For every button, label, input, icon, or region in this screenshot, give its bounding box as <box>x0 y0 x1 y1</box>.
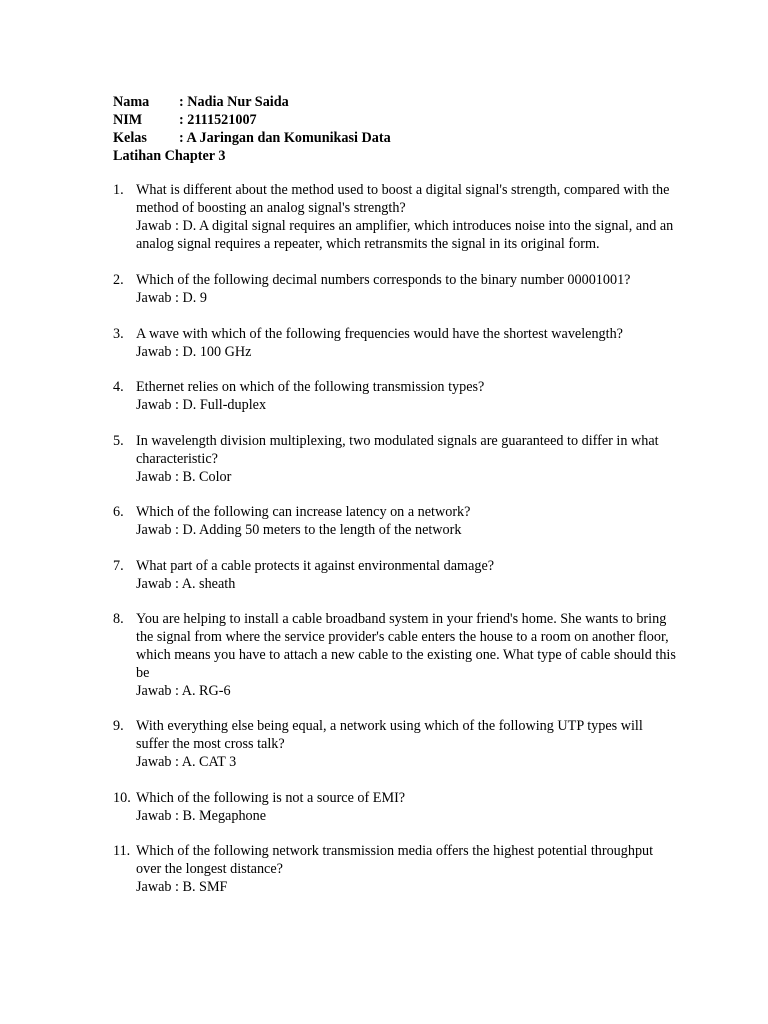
question-number: 3. <box>113 326 124 342</box>
question-number: 6. <box>113 504 124 520</box>
question-item-8 <box>113 610 676 700</box>
question-item-3 <box>113 325 673 361</box>
question-item-1 <box>113 181 673 253</box>
question-number: 4. <box>113 379 124 395</box>
answer-text: Jawab : A. CAT 3 <box>136 754 237 770</box>
nim-row <box>113 111 673 129</box>
nama-label: Nama <box>113 94 150 110</box>
question-item-9 <box>113 717 673 771</box>
question-text: Ethernet relies on which of the following transmission types? <box>136 379 485 395</box>
question-item-2 <box>113 271 673 307</box>
question-text: Which of the following can increase latency on a network? <box>136 504 471 520</box>
question-number: 9. <box>113 718 124 734</box>
question-number: 2. <box>113 272 124 288</box>
answer-text: Jawab : B. Megaphone <box>136 808 267 824</box>
answer-text: Jawab : D. Full-duplex <box>136 397 267 413</box>
question-text: With everything else being equal, a network using which of the following UTP types will suffer the most cross talk? <box>136 718 643 752</box>
question-item-4 <box>113 378 673 414</box>
question-number: 1. <box>113 182 124 198</box>
question-number: 7. <box>113 558 124 574</box>
question-number: 8. <box>113 611 124 627</box>
question-text: Which of the following network transmission media offers the highest potential throughput over the longest distance? <box>136 843 654 877</box>
question-number: 10. <box>113 790 131 806</box>
question-item-7 <box>113 557 673 593</box>
answer-text: Jawab : D. A digital signal requires an amplifier, which introduces noise into the signal, and an analog signal requires a repeater, which retransmits the signal in its original form. <box>136 218 674 252</box>
kelas-value: : A Jaringan dan Komunikasi Data <box>179 130 391 146</box>
question-text: What part of a cable protects it against environmental damage? <box>136 558 495 574</box>
question-text: A wave with which of the following frequencies would have the shortest wavelength? <box>136 326 623 342</box>
question-number: 11. <box>113 843 131 859</box>
question-item-10 <box>113 789 673 825</box>
answer-text: Jawab : A. RG-6 <box>136 683 231 699</box>
kelas-row <box>113 129 673 147</box>
question-text: What is different about the method used to boost a digital signal's strength, compared with the method of boosting an analog signal's strength? <box>136 182 670 216</box>
answer-text: Jawab : A. sheath <box>136 576 236 592</box>
question-item-11 <box>113 842 673 896</box>
answer-text: Jawab : D. 100 GHz <box>136 344 252 360</box>
question-text: In wavelength division multiplexing, two modulated signals are guaranteed to differ in what characteristic? <box>136 433 659 467</box>
kelas-label: Kelas <box>113 130 147 146</box>
answer-text: Jawab : D. 9 <box>136 290 207 306</box>
question-text: Which of the following decimal numbers corresponds to the binary number 00001001? <box>136 272 631 288</box>
question-item-6 <box>113 503 673 539</box>
answer-text: Jawab : B. SMF <box>136 879 228 895</box>
nama-row <box>113 93 673 111</box>
question-number: 5. <box>113 433 124 449</box>
answer-text: Jawab : B. Color <box>136 469 232 485</box>
student-header <box>113 93 673 165</box>
answer-text: Jawab : D. Adding 50 meters to the length of the network <box>136 522 462 538</box>
question-item-5 <box>113 432 673 486</box>
question-text: Which of the following is not a source of EMI? <box>136 790 406 806</box>
question-text: You are helping to install a cable broadband system in your friend's home. She wants to bring the signal from where the service provider's cable enters the house to a room on another floor, which means you have to attach a new cable to the existing one. What type of cable should this be <box>136 611 676 681</box>
nim-value: : 2111521007 <box>179 112 257 128</box>
nim-label: NIM <box>113 112 143 128</box>
nama-value: : Nadia Nur Saida <box>179 94 289 110</box>
document-title: Latihan Chapter 3 <box>113 148 226 164</box>
